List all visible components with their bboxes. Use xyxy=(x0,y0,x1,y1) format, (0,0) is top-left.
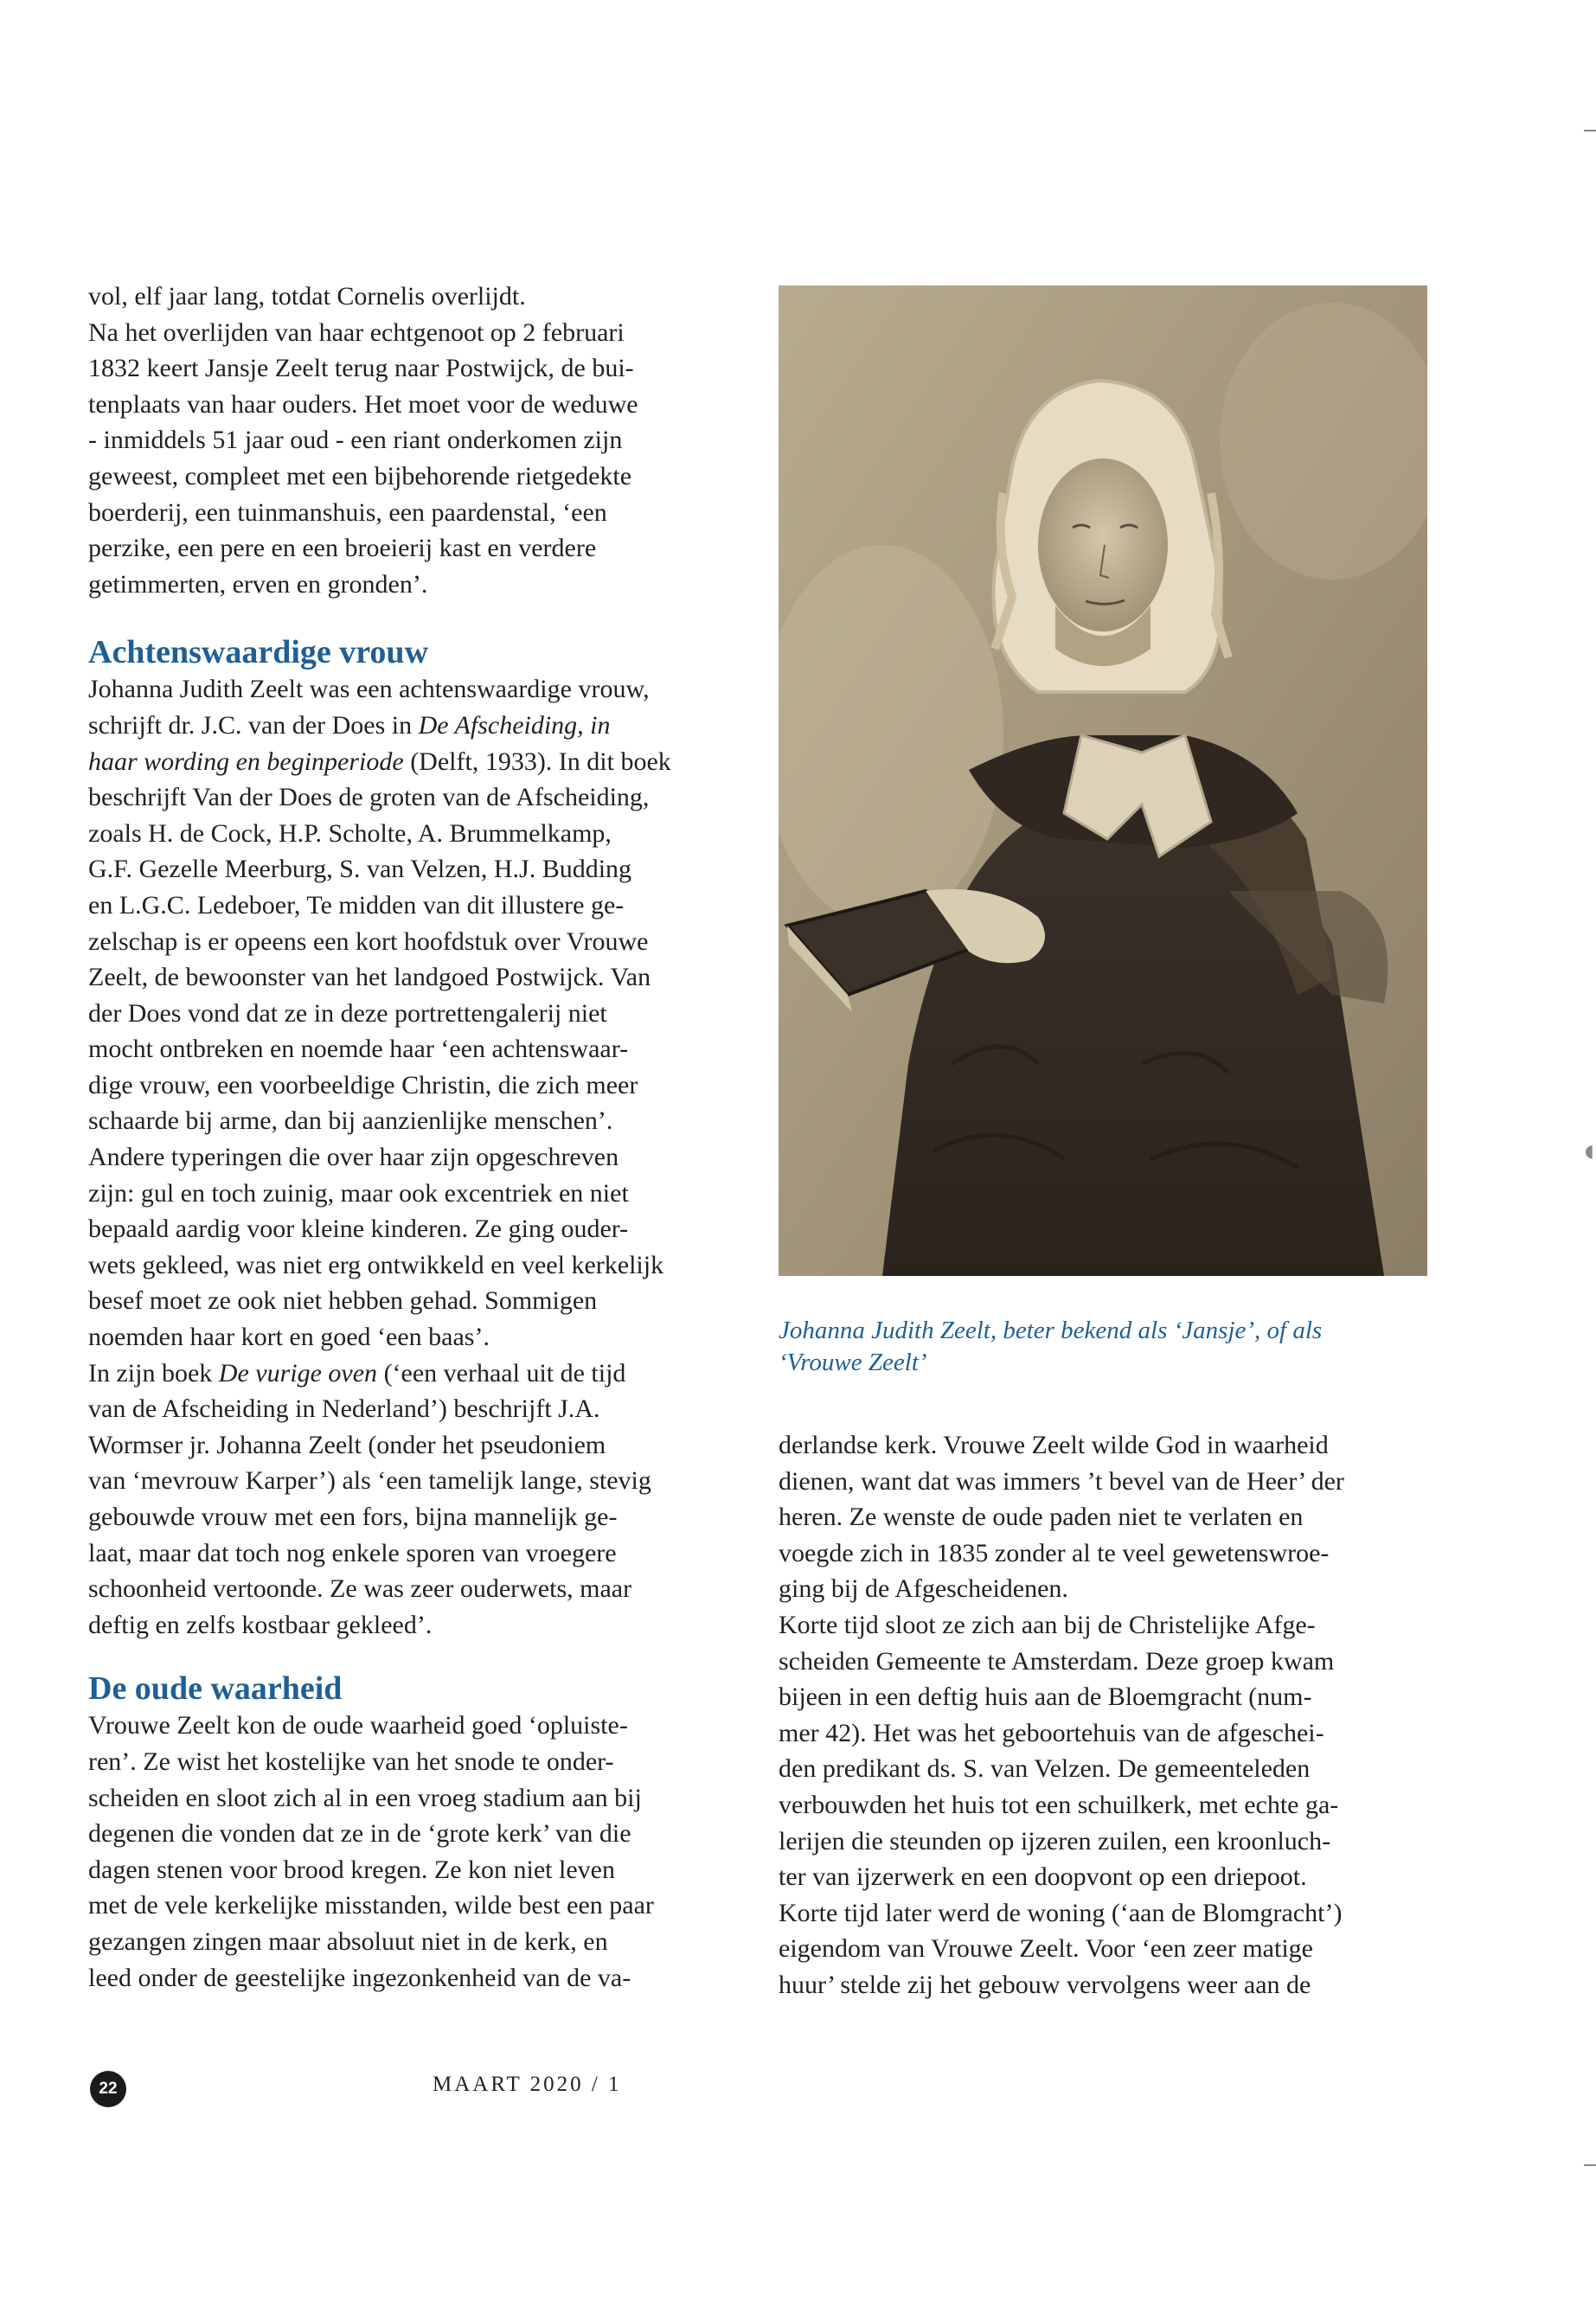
intro-paragraph xyxy=(88,279,746,602)
text-line: gezangen zingen maar absoluut niet in de kerk, en xyxy=(88,1926,608,1956)
page-number-badge: 22 xyxy=(90,2071,126,2107)
text-line: Na het overlijden van haar echtgenoot op 2 februari xyxy=(88,317,625,347)
text-line: - inmiddels 51 jaar oud - een riant onderkomen zijn xyxy=(88,426,623,455)
crop-mark xyxy=(1584,130,1596,131)
section1-body xyxy=(88,671,746,1643)
text-line: G.F. Gezelle Meerburg, S. van Velzen, H.J. Budding xyxy=(88,855,632,884)
text-line: met de vele kerkelijke misstanden, wilde best een paar xyxy=(88,1891,654,1920)
text-line: dige vrouw, een voorbeeldige Christin, die zich meer xyxy=(88,1070,638,1099)
text-line: deftig en zelfs kostbaar gekleed’. xyxy=(88,1610,433,1639)
text-line: perzike, een pere en een broeierij kast en verdere xyxy=(88,534,597,563)
text-line: voegde zich in 1835 zonder al te veel gewetenswroe- xyxy=(779,1538,1330,1567)
text-run: (Delft, 1933). In dit boek xyxy=(403,747,671,776)
book-title-de-vurige-oven: De vurige oven xyxy=(218,1358,378,1388)
text-line: zelschap is er opeens een kort hoofdstuk over Vrouwe xyxy=(88,926,649,956)
text-line: scheiden en sloot zich al in een vroeg stadium aan bij xyxy=(88,1783,642,1812)
book-title-continued: haar wording en beginperiode xyxy=(88,747,404,776)
portrait-illustration xyxy=(779,285,1427,1276)
text-line: en L.G.C. Ledeboer, Te midden van dit illustere ge- xyxy=(88,890,625,920)
section-heading-de-oude-waarheid: De oude waarheid xyxy=(88,1670,343,1708)
issue-label: MAART 2020 / 1 xyxy=(433,2073,622,2096)
text-line: schoonheid vertoonde. Ze was zeer ouderwets, maar xyxy=(88,1574,632,1604)
text-line: dienen, want dat was immers ’t bevel van de Heer’ der xyxy=(779,1466,1344,1496)
text-line: ging bij de Afgescheidenen. xyxy=(779,1574,1068,1604)
registration-mark-icon: ◖ xyxy=(1585,1140,1594,1161)
book-title-de-afscheiding: De Afscheiding, in xyxy=(418,710,611,740)
text-line: Johanna Judith Zeelt was een achtenswaardige vrouw, xyxy=(88,675,650,704)
text-line: ren’. Ze wist het kostelijke van het snode te onder- xyxy=(88,1747,614,1776)
text-line xyxy=(88,708,746,744)
text-line xyxy=(88,1356,746,1392)
text-run: schrijft dr. J.C. van der Does in xyxy=(88,710,419,740)
text-line: besef moet ze ook niet hebben gehad. Sommigen xyxy=(88,1286,598,1316)
text-line: Wormser jr. Johanna Zeelt (onder het pseudoniem xyxy=(88,1430,606,1459)
text-line: zijn: gul en toch zuinig, maar ook excentriek en niet xyxy=(88,1178,629,1208)
text-line: Vrouwe Zeelt kon de oude waarheid goed ‘opluiste- xyxy=(88,1711,628,1740)
text-line: dagen stenen voor brood kregen. Ze kon niet leven xyxy=(88,1855,615,1884)
text-line: noemden haar kort en goed ‘een baas’. xyxy=(88,1323,490,1352)
caption-line: ‘Vrouwe Zeelt’ xyxy=(779,1349,927,1376)
text-line: van de Afscheiding in Nederland’) beschrijft J.A. xyxy=(88,1394,600,1424)
right-column xyxy=(779,1427,1436,2003)
portrait-photo xyxy=(779,285,1427,1276)
text-line: getimmerten, erven en gronden’. xyxy=(88,569,428,599)
text-line: ter van ijzerwerk en een doopvont op een driepoot. xyxy=(779,1862,1307,1892)
text-line: eigendom van Vrouwe Zeelt. Voor ‘een zeer matige xyxy=(779,1934,1313,1964)
text-line: vol, elf jaar lang, totdat Cornelis overlijdt. xyxy=(88,282,526,311)
text-line: 1832 keert Jansje Zeelt terug naar Postwijck, de bui- xyxy=(88,354,634,383)
text-line: mer 42). Het was het geboortehuis van de afgeschei- xyxy=(779,1718,1324,1747)
caption-line: Johanna Judith Zeelt, beter bekend als ‘Jansje’, of als xyxy=(779,1317,1323,1344)
text-line: van ‘mevrouw Karper’) als ‘een tamelijk lange, stevig xyxy=(88,1466,651,1496)
text-line: bepaald aardig voor kleine kinderen. Ze ging ouder- xyxy=(88,1215,629,1244)
text-line: schaarde bij arme, dan bij aanzienlijke menschen’. xyxy=(88,1106,613,1136)
text-line: scheiden Gemeente te Amsterdam. Deze groep kwam xyxy=(779,1646,1335,1676)
text-line: der Does vond dat ze in deze portrettengalerij niet xyxy=(88,998,607,1028)
text-run: (‘een verhaal uit de tijd xyxy=(377,1358,626,1388)
text-line: Korte tijd later werd de woning (‘aan de Blomgracht’) xyxy=(779,1898,1343,1927)
text-line: Andere typeringen die over haar zijn opgeschreven xyxy=(88,1143,619,1172)
text-line: lerijen die steunden op ijzeren zuilen, een kroonluch- xyxy=(779,1826,1331,1856)
text-line: laat, maar dat toch nog enkele sporen van vroegere xyxy=(88,1538,617,1567)
text-line xyxy=(88,744,746,780)
text-line: derlandse kerk. Vrouwe Zeelt wilde God in waarheid xyxy=(779,1431,1329,1459)
left-column xyxy=(88,279,746,1996)
text-line: geweest, compleet met een bijbehorende rietgedekte xyxy=(88,461,632,490)
text-line: wets gekleed, was niet erg ontwikkeld en veel kerkelijk xyxy=(88,1250,664,1279)
text-line: mocht ontbreken en noemde haar ‘een achtenswaar- xyxy=(88,1035,629,1064)
text-line: degenen die vonden dat ze in de ‘grote kerk’ van die xyxy=(88,1819,631,1849)
text-line: leed onder de geestelijke ingezonkenheid van de va- xyxy=(88,1963,631,1992)
text-line: huur’ stelde zij het gebouw vervolgens weer aan de xyxy=(779,1970,1311,1999)
right-column-body xyxy=(779,1427,1436,2003)
section-heading-achtenswaardige-vrouw: Achtenswaardige vrouw xyxy=(88,634,429,671)
text-run: In zijn boek xyxy=(88,1358,219,1388)
text-line: beschrijft Van der Does de groten van de Afscheiding, xyxy=(88,783,650,812)
text-line: heren. Ze wenste de oude paden niet te verlaten en xyxy=(779,1503,1304,1532)
text-line: den predikant ds. S. van Velzen. De gemeenteleden xyxy=(779,1754,1311,1784)
crop-mark xyxy=(1584,2164,1596,2166)
figure-caption xyxy=(779,1315,1453,1379)
text-line: Korte tijd sloot ze zich aan bij de Christelijke Afge- xyxy=(779,1610,1316,1639)
text-line: zoals H. de Cock, H.P. Scholte, A. Brummelkamp, xyxy=(88,818,612,848)
section2-body xyxy=(88,1708,746,1996)
text-line: gebouwde vrouw met een fors, bijna mannelijk ge- xyxy=(88,1503,618,1531)
text-line: boerderij, een tuinmanshuis, een paardenstal, ‘een xyxy=(88,497,607,527)
text-line: verbouwden het huis tot een schuilkerk, met echte ga- xyxy=(779,1790,1339,1819)
text-line: bijeen in een deftig huis aan de Bloemgracht (num- xyxy=(779,1682,1312,1712)
text-line: tenplaats van haar ouders. Het moet voor de weduwe xyxy=(88,389,638,419)
text-line: Zeelt, de bewoonster van het landgoed Postwijck. Van xyxy=(88,963,651,992)
